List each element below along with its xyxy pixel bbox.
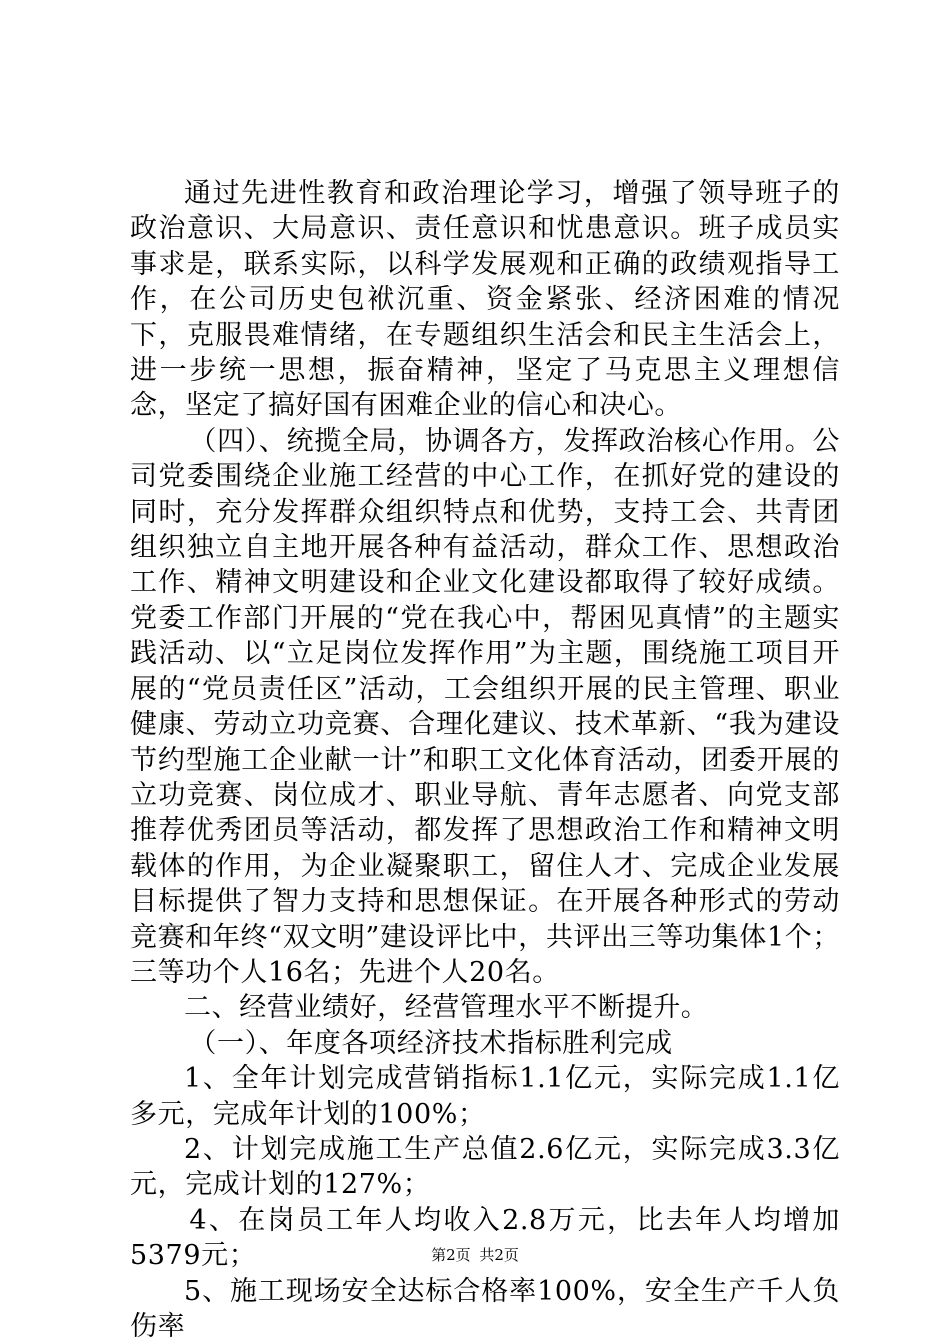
page-number: 第2页 [431, 1246, 471, 1264]
paragraph-political-study: 通过先进性教育和政治理论学习，增强了领导班子的政治意识、大局意识、责任意识和忧患意识。班子成员实事求是，联系实际，以科学发展观和正确的政绩观指导工作，在公司历史包袱沉重、资金紧张、经济困难的情况下，克服畏难情绪，在专题组织生活会和民主生活会上，进一步统一思想，振奋精神，坚定了马克思主义理想信念，坚定了搞好国有困难企业的信心和决心。 [130, 178, 840, 422]
heading-subsection-one: （一）、年度各项经济技术指标胜利完成 [189, 1027, 673, 1059]
list-item-production-value: 2、计划完成施工生产总值2.6亿元，实际完成3.3亿元，完成计划的127%； [130, 1133, 840, 1201]
page-total: 共2页 [479, 1246, 519, 1264]
list-item-staff-income: 4、在岗员工年人均收入2.8万元，比去年人均增加5379元； [130, 1204, 840, 1272]
heading-section-two: 二、经营业绩好，经营管理水平不断提升。 [184, 992, 709, 1024]
paragraph-section-four: （四）、统揽全局，协调各方，发挥政治核心作用。公司党委围绕企业施工经营的中心工作，在抓好党的建设的同时，充分发挥群众组织特点和优势，支持工会、共青团组织独立自主地开展各种有益活动，群众工作、思想政治工作、精神文明建设和企业文化建设都取得了较好成绩。党委工作部门开展的“党在我心中，帮困见真情”的主题实践活动、以“立足岗位发挥作用”为主题，围绕施工项目开展的“党员责任区”活动，工会组织开展的民主管理、职业健康、劳动立功竞赛、合理化建议、技术革新、“我为建设节约型施工企业献一计”和职工文化体育活动，团委开展的立功竞赛、岗位成才、职业导航、青年志愿者、向党支部推荐优秀团员等活动，都发挥了思想政治工作和精神文明载体的作用，为企业凝聚职工，留住人才、完成企业发展目标提供了智力支持和思想保证。在开展各种形式的劳动竞赛和年终“双文明”建设评比中，共评出三等功集体1个；三等功个人16名；先进个人20名。 [130, 425, 840, 988]
page-footer [0, 1245, 950, 1265]
document-body [130, 176, 840, 1344]
list-item-safety-rate: 5、施工现场安全达标合格率100%，安全生产千人负伤率 [130, 1275, 840, 1342]
list-item-marketing-target: 1、全年计划完成营销指标1.1亿元，实际完成1.1亿多元，完成年计划的100%； [130, 1063, 840, 1130]
